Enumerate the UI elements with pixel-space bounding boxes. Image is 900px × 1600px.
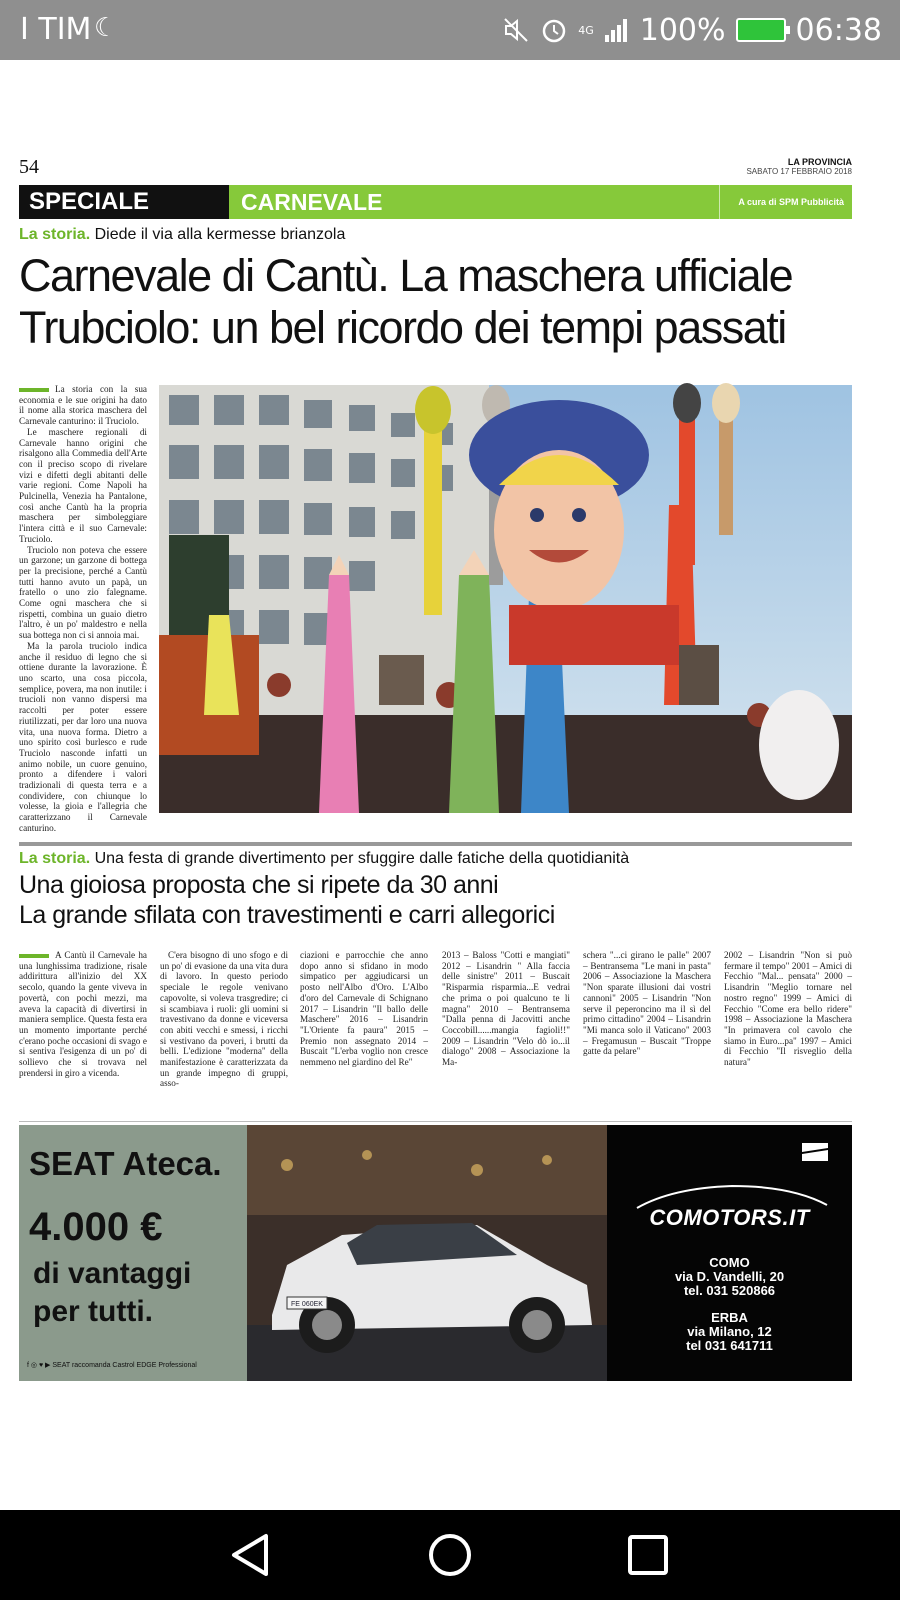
do-not-disturb-icon: ☾ [94,12,118,42]
article1-kicker [19,226,345,244]
seat-logo-icon [800,1139,830,1165]
network-type-label: 4G [578,23,594,37]
kicker-tag: La storia. [19,850,91,867]
license-plate: FE 060EK [291,1301,323,1308]
location-city: COMO [709,1255,750,1270]
seat-ateca-advertisement[interactable] [19,1125,852,1381]
paragraph: Ma la parola truciolo indica anche il residuo di legno che si ottiene durante la lavorazione. È uno scarto, una cosa piccola, semplice, povera, ma non inutile: i trucioli non vanno dispersi ma raccolti per poter essere riutilizzati, per dar loro una nuova vita, una nuova forma. Dietro a uno spirito così burlesco e rude Truciolo nasconde infatti un animo nobile, un cuore genuino, pronto a difendere i valori tradizionali di questa terra e a condividere, con chiunque lo volesse, la gioia e l'allegria che caratterizzano il Carnevale canturino. [19,640,147,833]
article2-column-2 [160,950,288,1098]
article2-headline [19,870,859,930]
ad-offer-panel [19,1125,247,1381]
section-divider [19,842,852,846]
dealer-location-erba [607,1311,852,1353]
paragraph: La storia con la sua economia e le sue origini ha dato il nome alla storica maschera del Carnevale canturino: il Truciolo. [19,384,147,427]
paragraph: 2013 – Baloss "Cotti e mangiati" 2012 – Lisandrin " Alla faccia delle sinistre" 2011 – Buscait "Risparmia risparmia...E vedrai che prima o poi qualcuno te li magna" 2010 – Bentransema "Dalla penna di Jacovitti anche Coccobill......mangia fagioli!!" 2009 – Lisandrin "Velo dò io...il dialogo" 2008 – Associazione la Ma- [442,950,570,1068]
section-label: SPECIALE [19,185,229,219]
status-bar [0,0,900,60]
ad-car-photo [247,1125,607,1381]
ad-social-strip: f ◎ ♥ ▶ SEAT raccomanda Castrol EDGE Professional [27,1362,197,1369]
location-street: via D. Vandelli, 20 [674,1269,785,1284]
location-phone: tel. 031 520866 [683,1283,776,1298]
credit-label: A cura di SPM Pubblicità [719,185,844,219]
article2-kicker [19,850,629,868]
article2-column-6 [724,950,852,1098]
page-number: 54 [19,156,39,178]
system-navigation-bar [0,1510,900,1600]
kicker-text: Diede il via alla kermesse brianzola [94,226,346,243]
status-icons [502,10,882,50]
signal-icon [604,17,630,43]
article1-body [19,384,147,833]
location-city: ERBA [711,1310,748,1325]
recents-icon[interactable] [618,1530,678,1580]
issue-date: SABATO 17 FEBBRAIO 2018 [746,167,852,176]
dealer-location-como [607,1256,852,1298]
tagline-line: di vantaggi [33,1257,192,1290]
headline-line: Una gioiosa proposta che si ripete da 30 anni [19,871,499,899]
paragraph: ciazioni e parrocchie che anno dopo anno si sfidano in modo simpatico per aggiudicarsi un posto nell'Albo d'Oro. L'Albo d'oro del Carnevale di Schignano 2017 – Lisandrin "Il ballo delle Maschere" 2016 – Lisandrin "L'Oriente fa paura" 2015 – Premio non assegnato 2014 – Buscait "L'erba voglio non cresce nemmeno nel giardino del Re" [300,950,428,1068]
article2-column-5 [583,950,711,1098]
mute-icon [502,16,530,44]
ad-amount: 4.000 € [29,1205,163,1249]
topic-label: CARNEVALE [241,189,383,215]
tagline-line: per tutti. [33,1295,153,1328]
home-icon[interactable] [420,1530,480,1580]
kicker-tag: La storia. [19,226,91,243]
paragraph: Le maschere regionali di Carnevale hanno origini che risalgono alla Commedia dell'Arte con il preciso scopo di rivelare vizi e difetti degli abitanti delle varie regioni. Come Napoli ha Pulcinella, Venezia ha Pantalone, così anche Cantù ha la propria maschera per simboleggiare l'intera città e il suo Carnevale: Truciolo. [19,426,147,544]
carrier-label: I TIM [20,12,92,47]
dealer-logo: COMOTORS.IT [649,1205,810,1230]
kicker-text: Una festa di grande divertimento per sfuggire dalle fatiche della quotidianità [94,850,630,867]
back-icon[interactable] [222,1530,282,1580]
headline-line: La grande sfilata con travestimenti e carri allegorici [19,901,555,929]
ad-dealer-panel [607,1125,852,1381]
article2-column-3 [300,950,428,1098]
paragraph: Truciolo non poteva che essere un garzone; un garzone di bottega per la precisione, perché a Cantù tutti hanno avuto un papà, un fratello o uno zio falegname. Come ogni maschera che si rispetti, combina un guaio dietro l'altro, è un po' maldestro e nella sua bottega non ci si annoia mai. [19,544,147,641]
lead-marker [19,388,49,392]
lead-marker [19,954,49,958]
article2-column-4 [442,950,570,1098]
battery-charging-icon [736,18,786,42]
paragraph: A Cantù il Carnevale ha una lunghissima tradizione, risale addirittura all'inizio del XX secolo, quando la gente viveva in povertà, con pochi mezzi, ma aveva la capacità di divertirsi in maniera semplice. Questa festa era un momento importante perché c'erano poche occasioni di svago e si sentiva l'esigenza di un po' di sollievo che si trovava nel prendersi in giro a vicenda. [19,950,147,1078]
paragraph: C'era bisogno di uno sfogo e di un po' di evasione da una vita dura di lavoro. In questo periodo speciale le regole venivano capovolte, si voleva trasgredire; ci si scambiava i ruoli: gli uomini si travestivano da donne e viceversa con abiti vecchi e smessi, i ricchi si vestivano da poveri, i brutti da belli. L'edizione "moderna" della manifestazione è caratterizzata da un grande impegno di gruppi, asso- [160,950,288,1089]
paragraph: 2002 – Lisandrin "Non si può fermare il tempo" 2001 – Amici di Fecchio "Mal... pensata" 2000 – Lisandrin "Meglio tornare nel nostro regno" 1999 – Amici di Fecchio "Come era bello ridere" 1998 – Associazione la Maschera "In primavera col cavolo che siamo in Euro...pa" 1997 – Amici di Fecchio "Il risveglio della natura" [724,950,852,1068]
ad-divider [19,1121,852,1122]
newspaper-name: LA PROVINCIA [787,157,852,167]
headline-line: Carnevale di Cantù. La maschera ufficiale [19,250,793,301]
masthead [746,157,852,176]
ad-tagline [33,1255,191,1331]
section-banner [19,185,852,219]
headline-line: Trubciolo: un bel ricordo dei tempi passati [19,302,786,353]
clock: 06:38 [795,12,882,48]
location-phone: tel 031 641711 [686,1338,773,1353]
paragraph: schera "...ci girano le palle" 2007 – Bentransema "Le mani in pasta" 2006 – Associazione la Maschera "Non sparate illusioni dai vostri cannoni" 2005 – Lisandrin "Non serve il peperoncino ma il sì del primo cittadino" 2004 – Lisandrin "Mi manca solo il Vaticano" 2003 – Fregamusun – Buscait "Troppe gatte da pelare" [583,950,711,1057]
article1-headline [19,250,859,354]
car-illustration [247,1125,607,1381]
ad-model: SEAT Ateca. [29,1145,222,1182]
battery-percent: 100% [639,12,726,48]
location-street: via Milano, 12 [687,1324,772,1339]
carnival-float-photo [159,385,852,813]
alarm-icon [540,16,568,44]
photo-illustration [159,385,852,813]
article2-column-1 [19,950,147,1098]
